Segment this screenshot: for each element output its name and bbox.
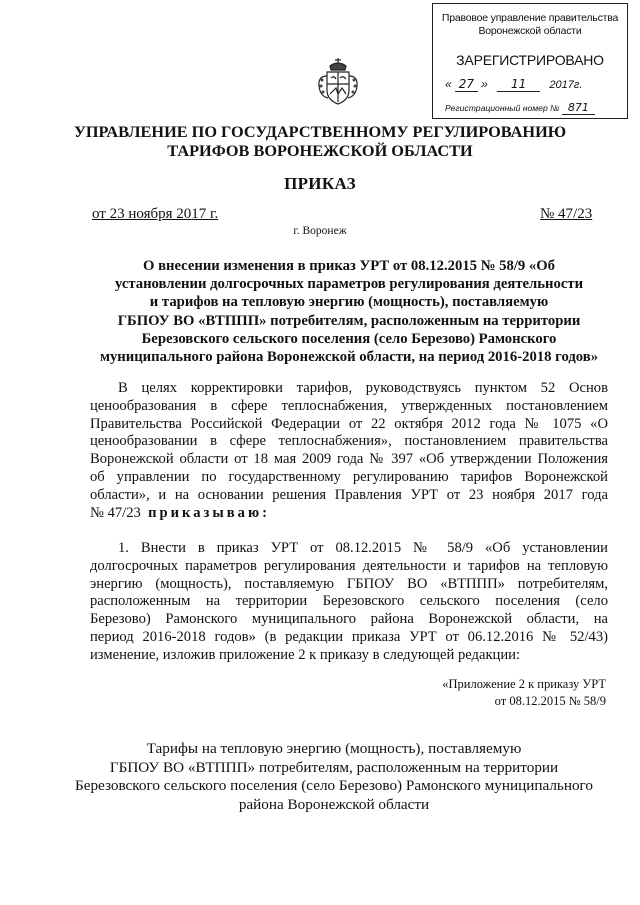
item-1-paragraph	[90, 540, 608, 665]
item-1-line: период 2016-2018 годов» (в редакции приказа УРТ от 06.12.2016 № 52/43)	[90, 628, 608, 645]
item-1-line: долгосрочных параметров регулирования деятельности и тарифов на тепловую	[90, 557, 608, 574]
preamble-line: Воронежской области от 18 мая 2009 года № 397 «Об утверждении Положения	[90, 451, 608, 468]
tariff-title-line: ГБПОУ ВО «ВТППП» потребителям, расположенным на территории	[109, 758, 559, 776]
item-1-line: энергию (мощность), поставляемую ГБПОУ ВО «ВТППП» потребителям,	[90, 575, 608, 592]
document-number: № 47/23	[540, 206, 593, 222]
stamp-date	[445, 77, 621, 91]
document-type: ПРИКАЗ	[284, 174, 356, 193]
subject-line: и тарифов на тепловую энергию (мощность), поставляемую	[149, 294, 549, 311]
preamble-line-last	[90, 505, 608, 523]
stamp-reg-number: 871	[562, 101, 595, 115]
item-1-line: изменение, изложив приложение 2 к приказу в следующей редакции:	[90, 646, 521, 663]
preamble-line: об управлении по государственному регулированию тарифов Воронежской	[90, 468, 608, 485]
document-subject	[90, 257, 608, 366]
stamp-reg-label: Регистрационный номер №	[445, 103, 560, 113]
coat-of-arms-icon	[316, 54, 360, 108]
organization-line: ТАРИФОВ ВОРОНЕЖСКОЙ ОБЛАСТИ	[167, 141, 473, 160]
stamp-registration-number	[445, 101, 623, 114]
tariff-title-line: Березовского сельского поселения (село Березово) Рамонского муниципального	[74, 777, 594, 795]
item-1-line: расположенным на территории Березовского сельского поселения (село	[90, 593, 608, 610]
preamble-line: Правительства Российской Федерации от 22 октября 2012 года № 1075 «О	[90, 415, 608, 432]
stamp-date-year: 2017	[549, 79, 574, 91]
tariff-title	[60, 740, 608, 814]
annex-line: «Приложение 2 к приказу УРТ	[442, 677, 606, 691]
annex-reference	[442, 676, 606, 710]
stamp-org-line: Воронежской области	[478, 25, 582, 37]
item-1-line: 1. Внести в приказ УРТ от 08.12.2015 № 58/9 «Об установлении	[118, 540, 608, 556]
decision-number: № 47/23	[90, 504, 141, 521]
document-city: г. Воронеж	[293, 225, 347, 237]
preamble-line: ценообразовании в сфере теплоснабжения», постановлением правительства	[90, 433, 608, 450]
stamp-date-quote-open: «	[445, 77, 452, 91]
subject-line: Березовского сельского поселения (село Березово) Рамонского	[141, 330, 557, 347]
stamp-date-quote-close: »	[481, 77, 488, 91]
registration-stamp	[432, 3, 628, 119]
stamp-org-line: Правовое управление правительства	[441, 12, 619, 24]
preamble-line: ценообразования в сфере теплоснабжения, утвержденных постановлением	[90, 397, 608, 414]
stamp-date-day: 27	[455, 77, 478, 92]
tariff-title-line: района Воронежской области	[238, 795, 430, 813]
annex-line: от 08.12.2015 № 58/9	[494, 694, 606, 708]
item-1-line: Березово) Рамонского муниципального района Воронежской области, на	[90, 611, 608, 628]
tariff-title-line: Тарифы на тепловую энергию (мощность), поставляемую	[146, 740, 522, 757]
preamble-line: В целях корректировки тарифов, руководствуясь пунктом 52 Основ	[118, 380, 608, 396]
preamble-paragraph	[90, 380, 608, 522]
stamp-date-month: 11	[497, 77, 540, 92]
subject-line: О внесении изменения в приказ УРТ от 08.12.2015 № 58/9 «Об	[142, 258, 556, 274]
subject-line: установлении долгосрочных параметров регулирования деятельности	[114, 276, 584, 293]
stamp-organization	[437, 12, 623, 38]
order-word: приказываю:	[148, 504, 270, 521]
subject-line: ГБПОУ ВО «ВТППП» потребителям, расположенным на территории	[117, 312, 581, 329]
stamp-date-suffix: г.	[573, 79, 583, 91]
document-date: от 23 ноября 2017 г.	[92, 206, 219, 222]
organization-name	[40, 122, 600, 160]
subject-line: муниципального района Воронежской области, на период 2016-2018 годов»	[99, 349, 599, 366]
preamble-line: области», и на основании решения Правления УРТ от 23 ноября 2017 года	[90, 486, 608, 503]
organization-line: УПРАВЛЕНИЕ ПО ГОСУДАРСТВЕННОМУ РЕГУЛИРОВАНИЮ	[73, 122, 567, 141]
stamp-status: ЗАРЕГИСТРИРОВАНО	[456, 52, 604, 68]
